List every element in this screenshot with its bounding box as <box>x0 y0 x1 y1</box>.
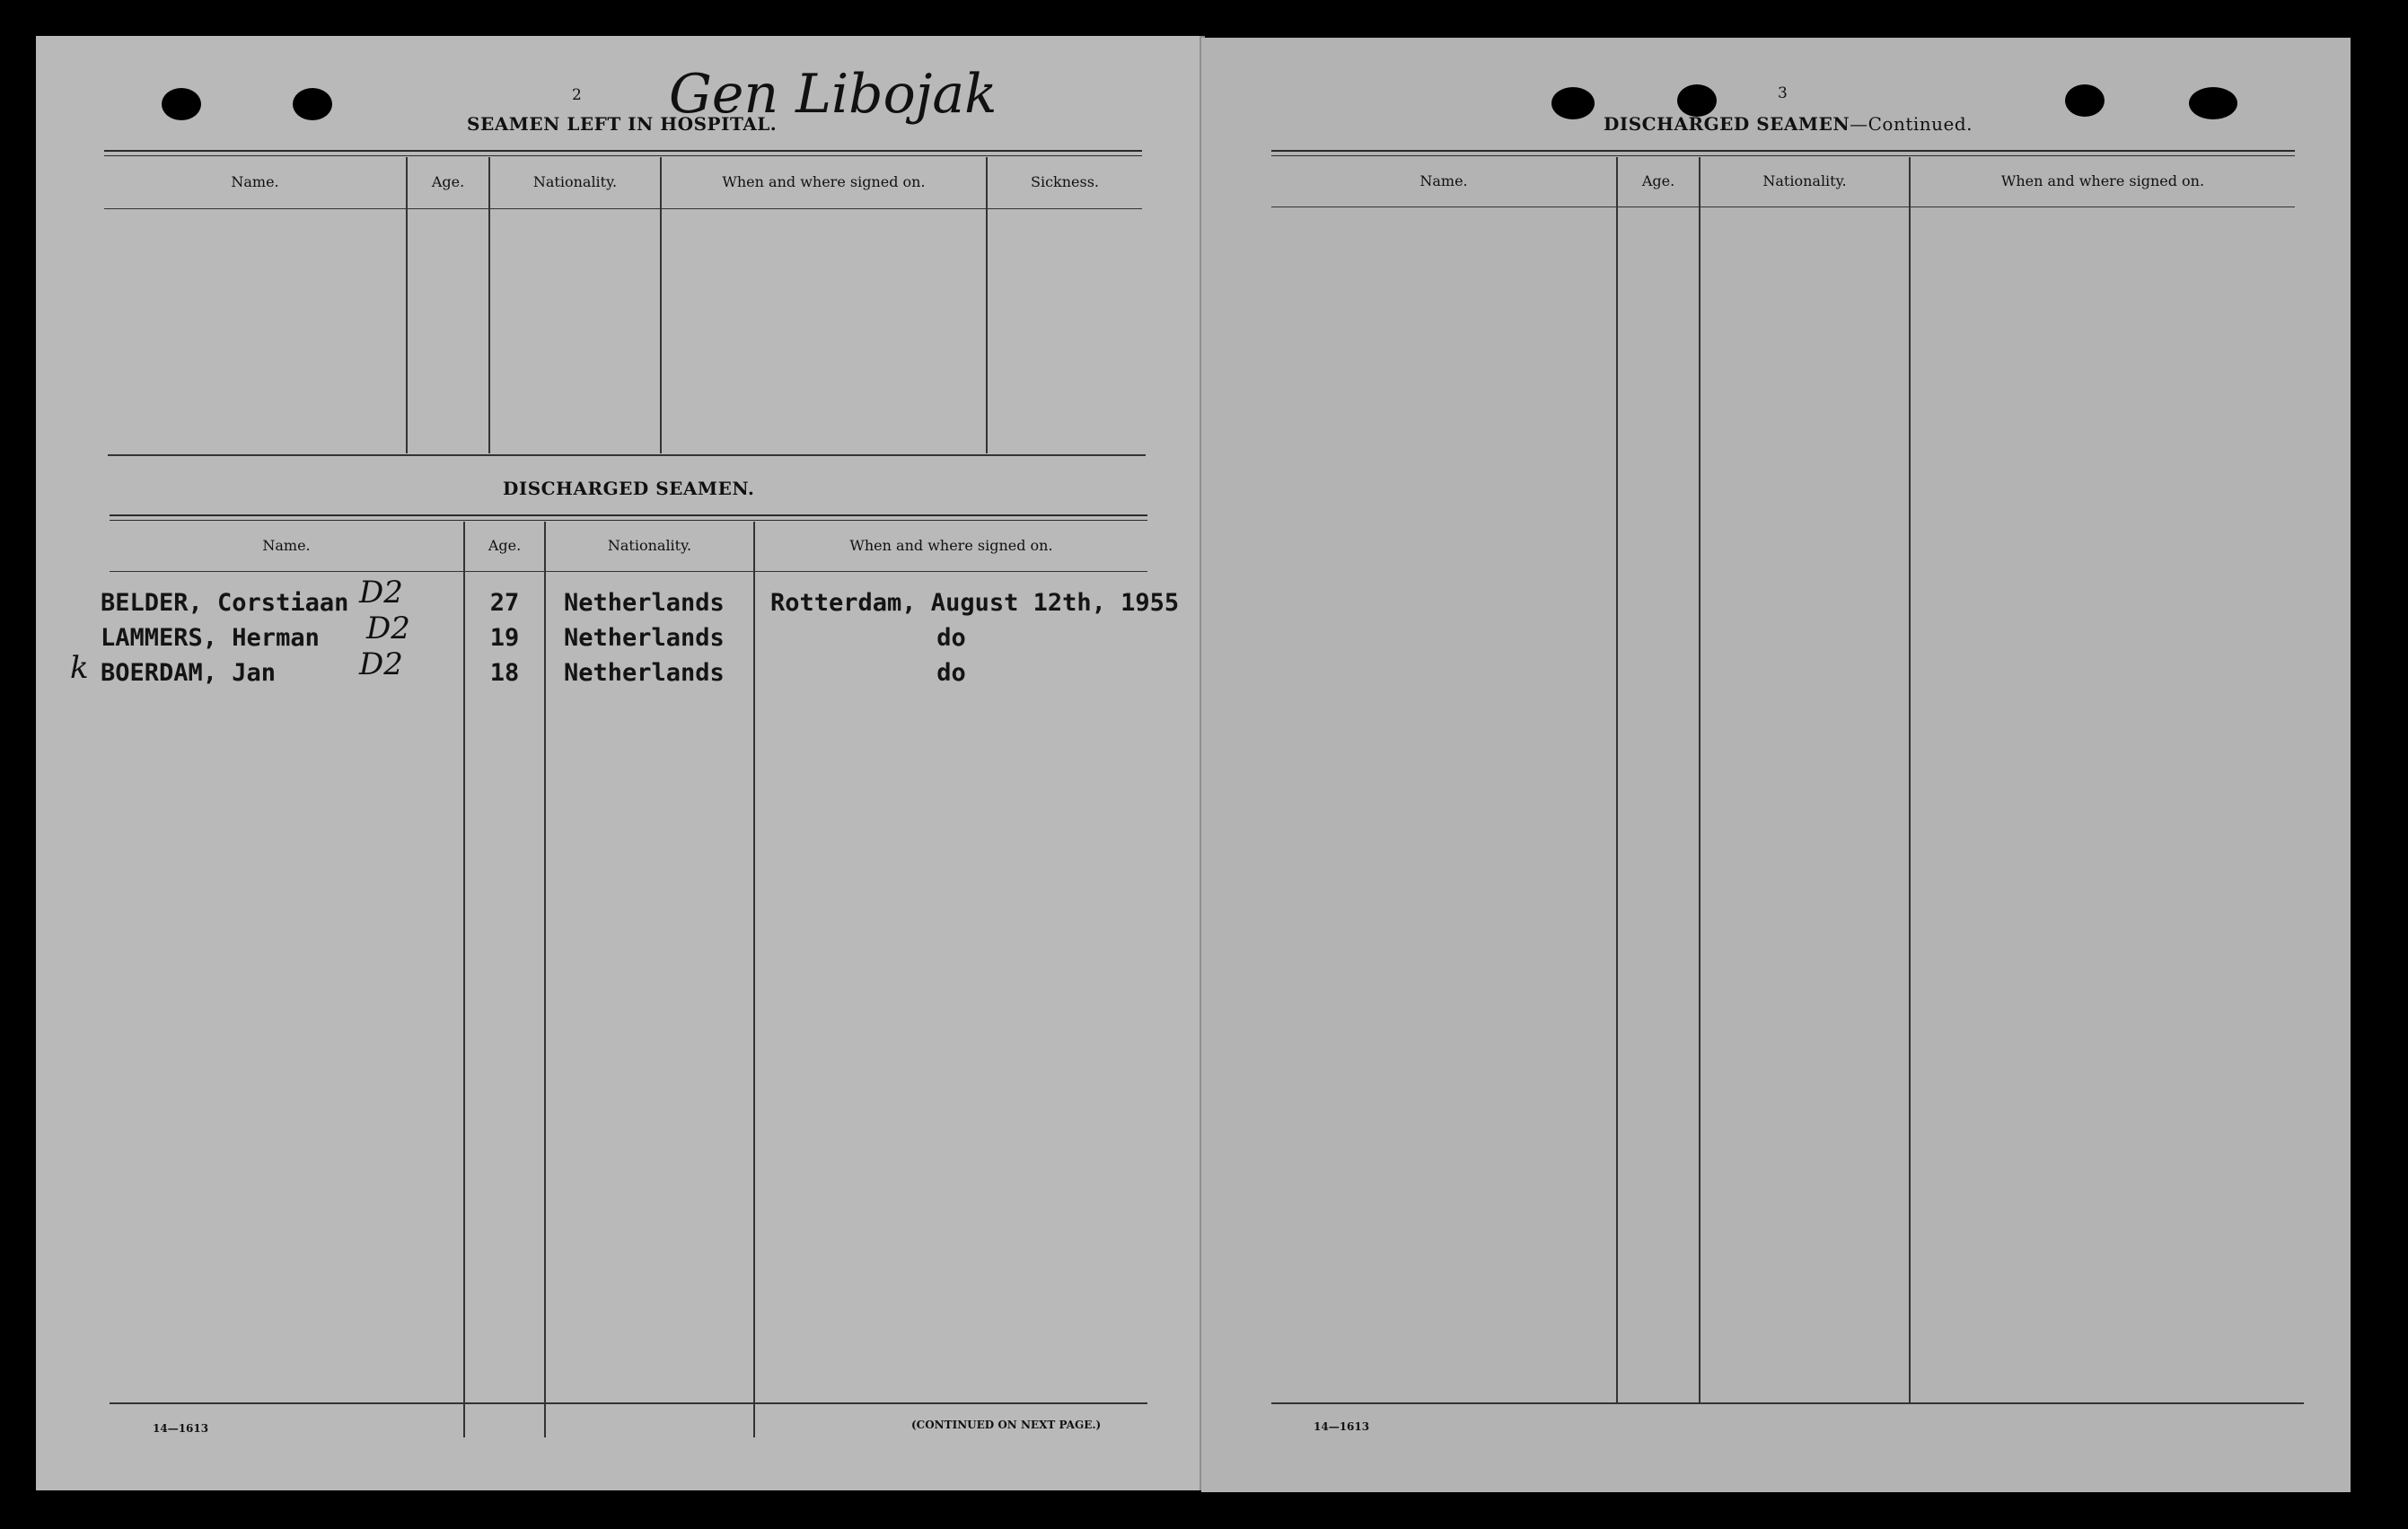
seaman-nationality: Netherlands <box>564 659 725 687</box>
column-header-signed-on: When and where signed on. <box>849 537 1053 554</box>
form-number: 14—1613 <box>153 1422 209 1435</box>
handwritten-mark: k <box>70 650 89 686</box>
section-title-main: DISCHARGED SEAMEN <box>1604 113 1850 135</box>
divider <box>104 150 1142 152</box>
discharged-continued-title <box>1604 113 1973 135</box>
column-divider <box>406 157 408 453</box>
divider <box>108 454 1146 456</box>
divider <box>1271 155 2295 156</box>
hospital-section-title: SEAMEN LEFT IN HOSPITAL. <box>467 113 778 135</box>
column-header-nationality: Nationality. <box>532 173 618 190</box>
seaman-age: 18 <box>489 659 520 687</box>
page-number: 2 <box>572 86 582 104</box>
column-divider <box>1616 157 1618 1403</box>
column-divider <box>1699 157 1701 1403</box>
column-header-age: Age. <box>431 173 465 190</box>
divider <box>110 1402 1147 1404</box>
punch-hole <box>2189 87 2237 119</box>
column-header-name: Name. <box>1419 172 1468 189</box>
column-header-age: Age. <box>488 537 522 554</box>
divider <box>110 571 1147 572</box>
punch-hole <box>2065 84 2105 117</box>
seaman-nationality: Netherlands <box>564 624 725 652</box>
column-divider <box>488 157 490 453</box>
form-number: 14—1613 <box>1314 1420 1370 1433</box>
seaman-age: 27 <box>489 589 520 617</box>
signed-on: Rotterdam, August 12th, 1955 <box>770 589 1180 617</box>
column-header-age: Age. <box>1641 172 1675 189</box>
column-divider <box>544 522 546 1437</box>
section-title-continued: —Continued. <box>1850 113 1973 135</box>
divider <box>110 520 1147 521</box>
column-header-signed-on: When and where signed on. <box>722 173 926 190</box>
discharged-section-title: DISCHARGED SEAMEN. <box>503 478 755 499</box>
column-header-name: Name. <box>262 537 311 554</box>
handwritten-code: D2 <box>359 646 403 682</box>
divider <box>110 514 1147 516</box>
divider <box>1271 1402 2304 1404</box>
column-divider <box>1909 157 1911 1403</box>
punch-hole <box>1677 84 1717 117</box>
divider <box>1271 150 2295 152</box>
column-divider <box>660 157 662 453</box>
seaman-name: BELDER, Corstiaan <box>101 589 349 617</box>
page-number: 3 <box>1778 84 1788 102</box>
column-header-nationality: Nationality. <box>1762 172 1847 189</box>
handwritten-note: Gen Libojak <box>669 63 997 126</box>
punch-hole <box>162 88 201 120</box>
divider <box>104 155 1142 156</box>
punch-hole <box>293 88 332 120</box>
seaman-age: 19 <box>489 624 520 652</box>
column-header-nationality: Nationality. <box>607 537 692 554</box>
handwritten-code: D2 <box>359 575 403 611</box>
continued-note: (CONTINUED ON NEXT PAGE.) <box>911 1419 1102 1431</box>
column-divider <box>986 157 988 453</box>
seaman-name: LAMMERS, Herman <box>101 624 320 652</box>
left-page <box>36 36 1203 1490</box>
punch-hole <box>1551 87 1595 119</box>
seaman-name: BOERDAM, Jan <box>101 659 277 687</box>
seaman-nationality: Netherlands <box>564 589 725 617</box>
column-header-signed-on: When and where signed on. <box>2000 172 2205 189</box>
signed-on: do <box>936 659 966 687</box>
column-header-sickness: Sickness. <box>1030 173 1099 190</box>
handwritten-code: D2 <box>366 611 410 646</box>
column-header-name: Name. <box>231 173 279 190</box>
right-page <box>1201 38 2351 1492</box>
signed-on: do <box>936 624 966 652</box>
